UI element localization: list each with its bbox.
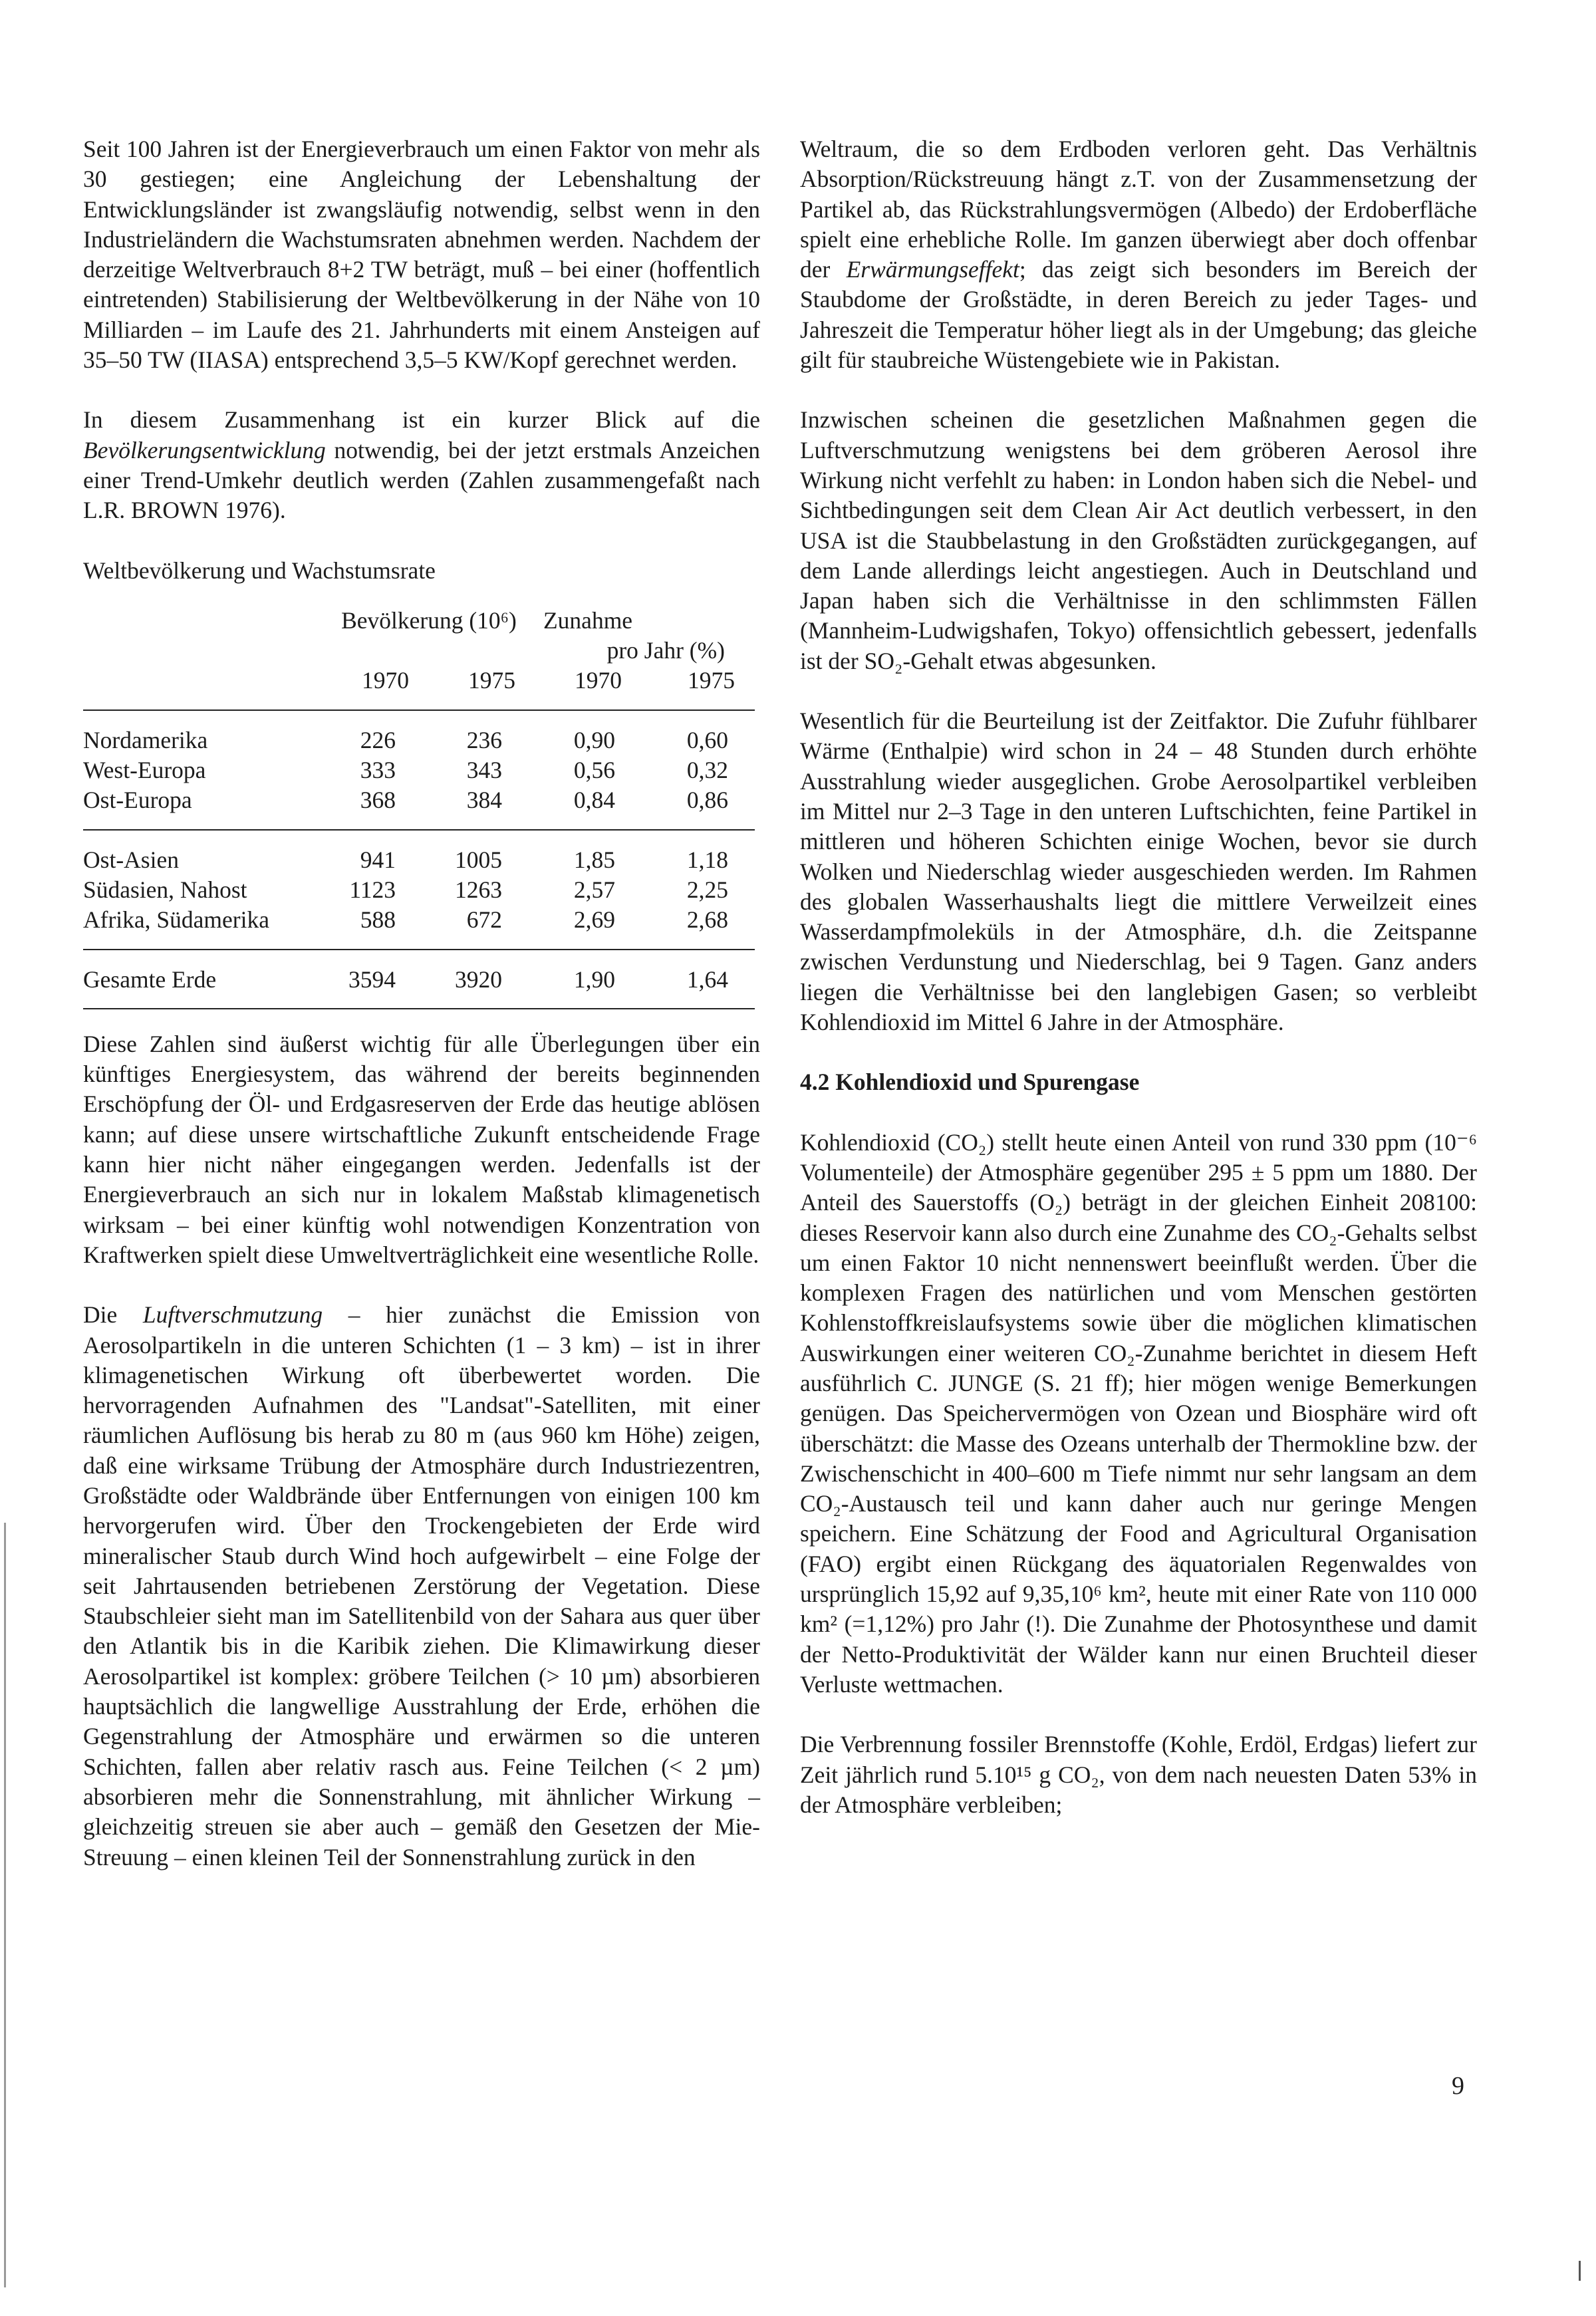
value-cell: 384 [466, 787, 502, 814]
scan-edge-mark [1579, 2261, 1581, 2281]
page-number: 9 [1452, 2072, 1464, 2100]
region-cell: West-Europa [83, 757, 206, 784]
table-title: Weltbevölkerung und Wachstumsrate [83, 557, 436, 584]
region-cell: Nordamerika [83, 726, 208, 753]
value-cell: 672 [466, 906, 502, 934]
value-cell: 0,90 [573, 726, 615, 753]
value-cell: 343 [466, 757, 502, 784]
value-cell: 1123 [349, 876, 396, 903]
value-cell: 1,85 [573, 846, 615, 873]
left-column [83, 134, 760, 1872]
value-cell: 226 [360, 726, 396, 753]
value-cell: 1005 [455, 846, 502, 873]
header-year: 1970 [362, 667, 409, 694]
table-row [83, 875, 755, 905]
value-cell: 1263 [455, 876, 502, 903]
table-row [83, 905, 755, 935]
value-cell: 941 [360, 846, 396, 873]
value-cell: 2,25 [686, 876, 728, 903]
text-run: Weltraum, die so dem Erdboden verloren geht. Das Verhältnis Absorption/Rückstreuung hängt z.T. von der Zusammensetzung der Partikel ab, das Rückstrahlungsvermögen (Albedo) der Erdoberfläche spielt eine erhebliche Rolle. Im ganzen überwiegt aber doch offenbar der [800, 136, 1477, 283]
header-increase-unit: pro Jahr (%) [606, 637, 725, 664]
region-cell: Ost-Asien [83, 846, 179, 873]
scan-edge-mark [4, 1523, 6, 2287]
value-cell: 368 [360, 787, 396, 814]
header-population: Bevölkerung (10⁶) [341, 606, 517, 634]
text-run: – hier zunächst die Emission von Aerosolpartikeln in die unteren Schichten (1 – 3 km) – ist in ihrer klimagenetischen Wirkung oft überbewertet worden. Die hervorragenden Aufnahmen des "Landsat"-Satelliten, mit einer räumlichen Auflösung bis herab zu 80 m (aus 960 km Höhe) zeigen, daß eine wirksame Trübung der Atmosphäre durch Industriezentren, Großstädte oder Waldbrände über Entfernungen von einigen 100 km hervorgerufen wird. Über den Trockengebieten der Erde wird mineralischer Staub durch Wind hoch aufgewirbelt – eine Folge der seit Jahrtausenden betriebenen Zerstörung der Vegetation. Diese Staubschleier sieht man im Satellitenbild von der Sahara aus quer über den Atlantik bis in die Karibik ziehen. Die Klimawirkung dieser Aerosolpartikel ist komplex: gröbere Teilchen (> 10 µm) absorbieren hauptsächlich die langwellige Ausstrahlung der Erde, erhöhen die Gegenstrahlung der Atmosphäre und erwärmen so die unteren Schichten, fallen aber relativ rasch aus. Feine Teilchen (< 2 µm) absorbieren mehr die Sonnenstrahlung, mit ähnlicher Wirkung – gleichzeitig streuen sie aber auch – gemäß den Gesetzen der Mie-Streuung – einen kleinen Teil der Sonnenstrahlung zurück in den [83, 1301, 760, 1870]
value-cell: 1,64 [686, 965, 728, 993]
table-row-total [83, 965, 755, 995]
header-year: 1975 [468, 667, 515, 694]
value-cell: 0,60 [686, 726, 728, 753]
paragraph-air-pollution [83, 1300, 760, 1872]
population-table-block [83, 556, 760, 1009]
right-column [800, 134, 1477, 1820]
paragraph-energy: Seit 100 Jahren ist der Energieverbrauch um einen Faktor von mehr als 30 gestiegen; eine Angleichung der Lebenshaltung der Entwicklungsländer ist zwangsläufig notwendig, selbst wenn in den Industrieländern die Wachstumsraten abnehmen werden. Nachdem der derzeitige Weltverbrauch 8+2 TW beträgt, muß – bei einer (hoffentlich eintretenden) Stabilisierung der Weltbevölkerung in der Nähe von 10 Milliarden – im Laufe des 21. Jahrhunderts mit einem Ansteigen auf 35–50 TW (IIASA) entsprechend 3,5–5 KW/Kopf gerechnet werden. [83, 136, 760, 374]
section-heading: 4.2 Kohlendioxid und Spurengase [800, 1069, 1140, 1096]
paragraph-co2: Kohlendioxid (CO₂) stellt heute einen Anteil von rund 330 ppm (10⁻⁶ Volumenteile) der Atmosphäre gegenüber 295 ± 5 ppm um 1880. Der Anteil des Sauerstoffs (O₂) beträgt in der gleichen Einheit 208100: dieses Reservoir kann also durch eine Zunahme des CO₂-Gehalts selbst um einen Faktor 10 nicht nennenswert beeinflußt werden. Über die komplexen Fragen des natürlichen und vom Menschen gestörten Kohlenstoffkreislaufsystems sowie über die möglichen klimatischen Auswirkungen einer weiteren CO₂-Zunahme berichtet in diesem Heft ausführlich C. JUNGE (S. 21 ff); hier mögen wenige Bemerkungen genügen. Das Speichervermögen von Ozean und Biosphäre wird oft überschätzt: die Masse des Ozeans unterhalb der Thermokline bzw. der Zwischenschicht in 400–600 m Tiefe nimmt nur sehr langsam an dem CO₂-Austausch teil und kann daher auch nur geringe Mengen speichern. Eine Schätzung der Food and Agricultural Organisation (FAO) ergibt einen Rückgang des äquatorialen Regenwaldes von ursprünglich 15,92 auf 9,35,10⁶ km², heute mit einer Rate von 110 000 km² (=1,12%) pro Jahr (!). Die Zunahme der Photosynthese und damit der Netto-Produktivität der Wälder kann nur einen Bruchteil dieser Verluste wettmachen. [800, 1128, 1477, 1698]
text-run: notwendig, bei der jetzt erstmals Anzeichen einer Trend-Umkehr deutlich werden (Zahlen zusammengefaßt nach L.R. BROWN 1976). [83, 436, 760, 524]
value-cell: 2,57 [573, 876, 615, 903]
text-run: Die [83, 1301, 143, 1329]
region-cell: Afrika, Südamerika [83, 906, 269, 934]
table-row [83, 785, 755, 815]
value-cell: 236 [466, 726, 502, 753]
region-cell: Gesamte Erde [83, 965, 217, 993]
italic-term: Bevölkerungsentwicklung [83, 436, 326, 463]
value-cell: 0,84 [573, 787, 615, 814]
table-row [83, 725, 755, 755]
paragraph-energy-system: Diese Zahlen sind äußerst wichtig für alle Überlegungen über ein künftiges Energiesystem, das während der bereits beginnenden Erschöpfung der Öl- und Erdgasreserven der Erde das heutige ablösen kann; auf diese unsere wirtschaftliche Zukunft entscheidende Frage kann hier nicht näher eingegangen werden. Jedenfalls ist der Energieverbrauch an sich nur in lokalem Maßstab klimagenetisch wirksam – bei einer künftig wohl notwendigen Konzentration von Kraftwerken spielt diese Umweltverträglichkeit eine wesentliche Rolle. [83, 1030, 760, 1268]
header-year: 1970 [575, 667, 622, 694]
value-cell: 2,68 [686, 906, 728, 934]
text-run: ; das zeigt sich besonders im Bereich der Staubdome der Großstädte, in deren Bereich zu jeder Tages- und Jahreszeit die Temperatur höher liegt als in der Umgebung; das gleiche gilt für staubreiche Wüstengebiete wie in Pakistan. [800, 256, 1477, 374]
paragraph-population-intro [83, 405, 760, 525]
italic-term: Luftverschmutzung [142, 1301, 323, 1329]
value-cell: 1,90 [573, 965, 615, 993]
value-cell: 588 [360, 906, 396, 934]
header-increase: Zunahme [543, 606, 633, 634]
table-row [83, 845, 755, 875]
table-row [83, 755, 755, 785]
paragraph-fossil-fuels: Die Verbrennung fossiler Brennstoffe (Kohle, Erdöl, Erdgas) liefert zur Zeit jährlich rund 5.10¹⁵ g CO₂, von dem nach neuesten Daten 53% in der Atmosphäre verbleiben; [800, 1731, 1477, 1818]
value-cell: 3920 [455, 965, 502, 993]
value-cell: 0,32 [686, 757, 728, 784]
population-table [83, 606, 755, 1009]
value-cell: 333 [360, 757, 396, 784]
value-cell: 0,86 [686, 787, 728, 814]
value-cell: 1,18 [686, 846, 728, 873]
paragraph-legislation: Inzwischen scheinen die gesetzlichen Maßnahmen gegen die Luftverschmutzung wenigstens bei dem gröberen Aerosol ihre Wirkung nicht verfehlt zu haben: in London haben sich die Nebel- und Sichtbedingungen seit dem Clean Air Act deutlich verbessert, in den USA ist die Staubbelastung in den Großstädten zurückgegangen, auf dem Lande allerdings leicht angestiegen. Auch in Deutschland und Japan haben sich die Verhältnisse in den schlimmsten Fällen (Mannheim-Ludwigshafen, Tokyo) offensichtlich gebessert, jedenfalls ist der SO₂-Gehalt etwas abgesunken. [800, 406, 1477, 674]
region-cell: Ost-Europa [83, 787, 192, 814]
header-year: 1975 [688, 667, 735, 694]
text-run: In diesem Zusammenhang ist ein kurzer Blick auf die [83, 406, 760, 434]
italic-term: Erwärmungseffekt [846, 256, 1019, 283]
paragraph-albedo [800, 134, 1477, 375]
value-cell: 2,69 [573, 906, 615, 934]
value-cell: 3594 [348, 965, 396, 993]
value-cell: 0,56 [573, 757, 615, 784]
paragraph-time-factor: Wesentlich für die Beurteilung ist der Zeitfaktor. Die Zufuhr fühlbarer Wärme (Enthalpie) wird schon in 24 – 48 Stunden durch erhöhte Ausstrahlung wieder ausgeglichen. Grobe Aerosolpartikel verbleiben im Mittel nur 2–3 Tage in den unteren Luftschichten, feine Partikel in mittleren und höheren Schichten einige Wochen, bevor sie durch Wolken und Niederschlag wieder ausgeschieden werden. Im Rahmen des globalen Wasserhaushalts liegt die mittlere Verweilzeit eines Wasserdampfmoleküls in der Atmosphäre, d.h. die Zeitspanne zwischen Verdunstung und Niederschlag, bei 9 Tagen. Ganz anders liegen die Verhältnisse bei den langlebigen Gasen; so verbleibt Kohlendioxid im Mittel 6 Jahre in der Atmosphäre. [800, 708, 1477, 1036]
region-cell: Südasien, Nahost [83, 876, 247, 903]
